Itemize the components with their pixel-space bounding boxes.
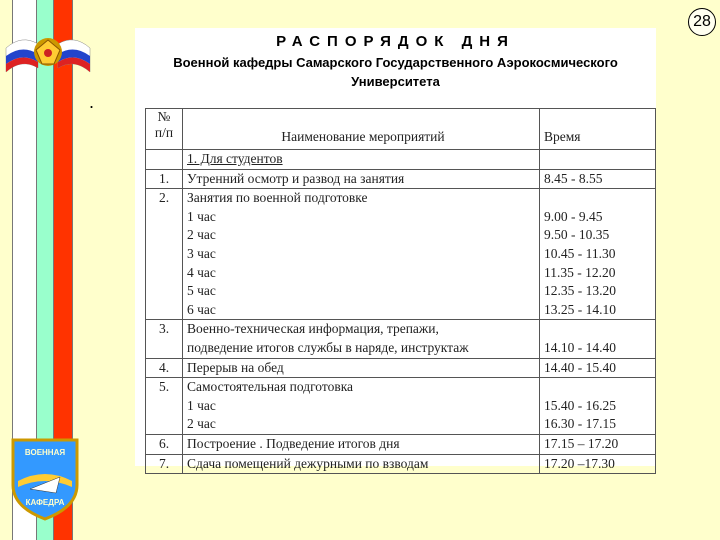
table-section-row: [146, 150, 656, 170]
document-title: РАСПОРЯДОК ДНЯ: [276, 33, 515, 50]
schedule-document: [135, 28, 656, 471]
table-row: 6. Построение . Подведение итогов дня 17.15 – 17.20: [146, 434, 656, 454]
table-row: 2. Занятия по военной подготовке 1 час 2 час 3 час 4 час 5 час 6 час 9.00 - 9.45 9.50 - 10.35 10.45 - 11.30 11.35 - 12.20 12.35 - 13.20 13.25 - 14.10: [146, 189, 656, 320]
subtitle-line-1: Военной кафедры Самарского Государственного Аэрокосмического: [173, 55, 618, 70]
table-row: 4. Перерыв на обед 14.40 - 15.40: [146, 358, 656, 378]
table-row: 5. Самостоятельная подготовка 1 час 2 час 15.40 - 16.25 16.30 - 17.15: [146, 378, 656, 435]
table-row: 1. Утренний осмотр и развод на занятия 8.45 - 8.55: [146, 169, 656, 189]
header-num: № п/п: [146, 109, 183, 150]
bullet-text: .: [89, 92, 95, 112]
table-row: 7. Сдача помещений дежурными по взводам 17.20 –17.30: [146, 454, 656, 474]
header-name: Наименование мероприятий: [183, 109, 540, 150]
svg-text:ВОЕННАЯ: ВОЕННАЯ: [24, 448, 66, 457]
svg-text:КАФЕДРА: КАФЕДРА: [25, 498, 65, 507]
table-header-row: [146, 109, 656, 150]
schedule-table: [145, 108, 656, 474]
section-label: 1. Для студентов: [187, 151, 283, 166]
military-department-badge-icon: [10, 437, 80, 521]
subtitle-line-2: Университета: [351, 74, 440, 89]
table-row: 3. Военно-техническая информация, трепажи, подведение итогов службы в наряде, инструктаж 14.10 - 14.40: [146, 320, 656, 358]
header-time: Время: [540, 109, 656, 150]
document-subtitle: [135, 53, 656, 91]
flag-emblem-icon: [2, 28, 94, 78]
slide-number-badge: 28: [688, 8, 716, 36]
